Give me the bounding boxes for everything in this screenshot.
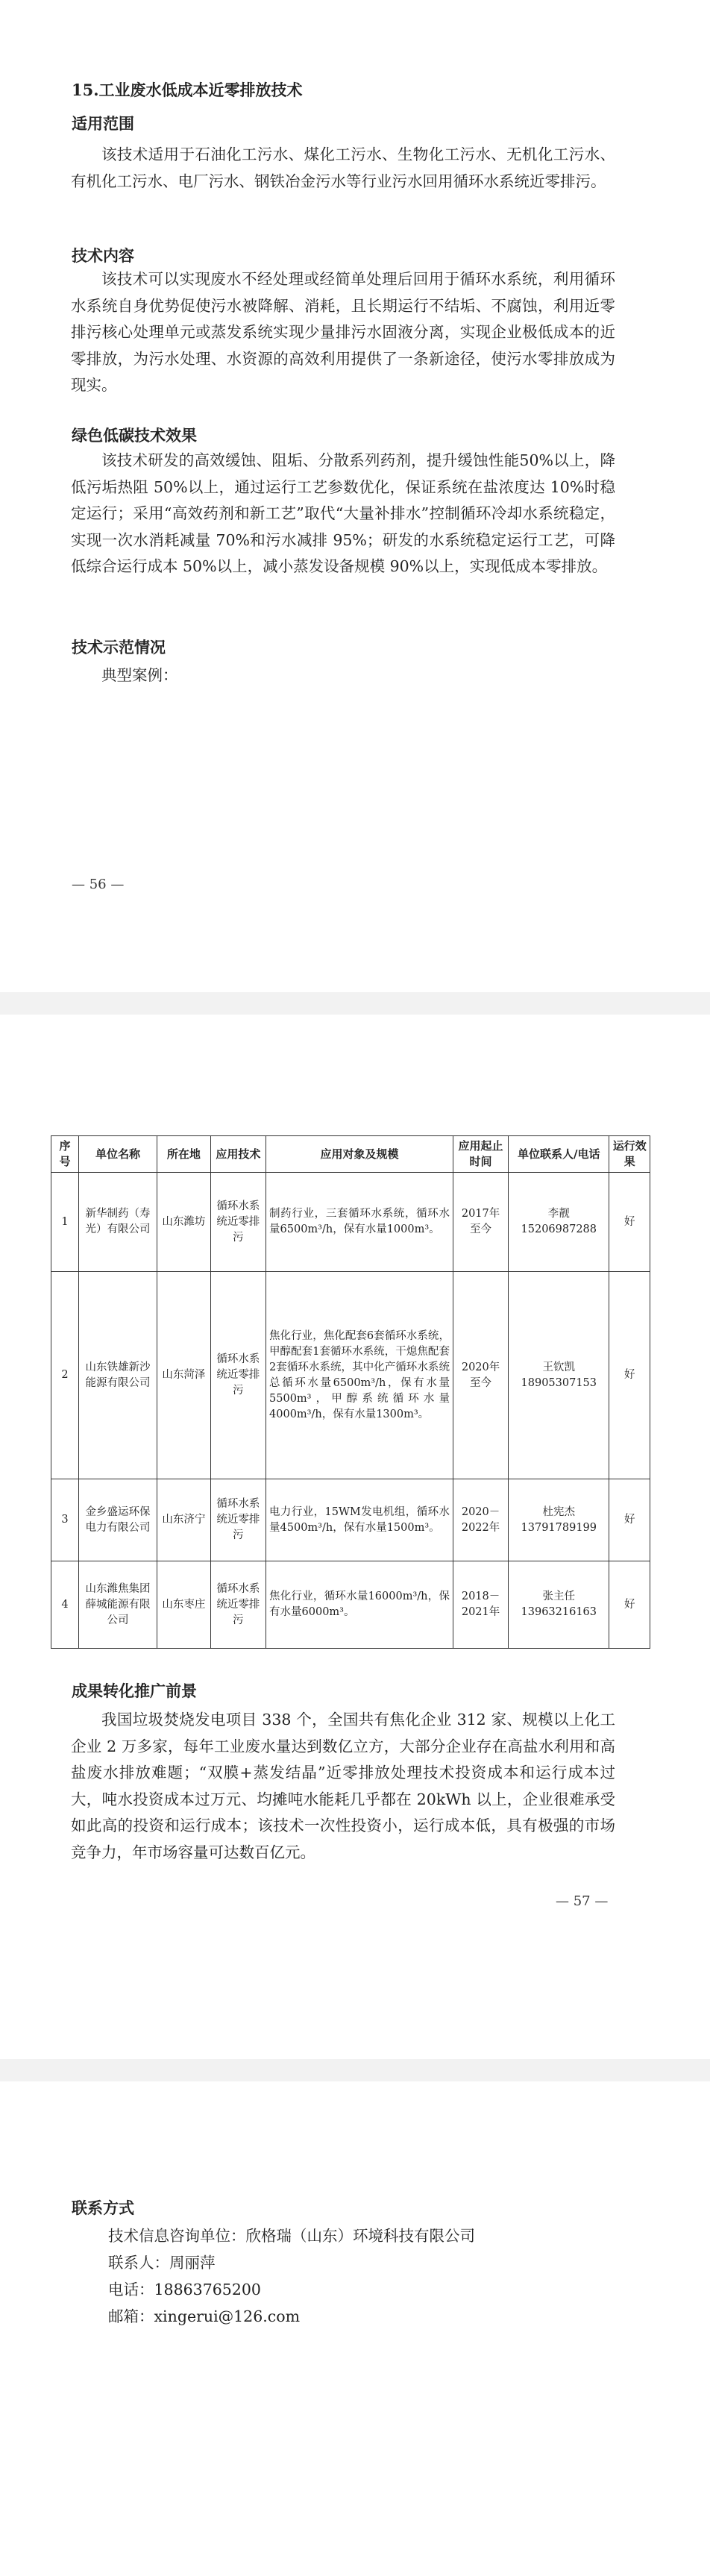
cell-tech: 循环水系统近零排污 [210,1272,266,1479]
contact-heading: 联系方式 [72,2199,134,2217]
cell-no: 2 [51,1272,79,1479]
col-header: 应用起止时间 [453,1136,508,1173]
page-56 [0,0,710,992]
cell-period: 2020年至今 [453,1272,508,1479]
section-title: 15.工业废水低成本近零排放技术 [72,81,303,99]
cell-no: 1 [51,1173,79,1272]
page-separator [0,2059,710,2081]
outlook-paragraph: 我国垃圾焚烧发电项目 338 个，全国共有焦化企业 312 家、规模以上化工企业 2 万多家，每年工业废水量达到数亿立方，大部分企业存在高盐水利用和高盐废水排放难题；“双膜+蒸发结晶”近零排放处理技术投资成本和运行成本过大，吨水投资成本过万元、均摊吨水能耗几乎都在 20kWh 以上，企业很难承受如此高的投资和运行成本；该技术一次性投资小，运行成本低，具有极强的市场竞争力，年市场容量可达数百亿元。 [71,1711,615,1861]
cell-period: 2020－2022年 [453,1479,508,1561]
cell-location: 山东潍坊 [157,1173,210,1272]
effect-paragraph: 该技术研发的高效缓蚀、阻垢、分散系列药剂，提升缓蚀性能50%以上，降低污垢热阻 50%以上，通过运行工艺参数优化，保证系统在盐浓度达 10%时稳定运行；采用“高效药剂和新工艺”取代“大量补排水”控制循环冷却水系统稳定，实现一次水消耗减量 70%和污水减排 95%；研发的水系统稳定运行工艺，可降低综合运行成本 50%以上，减小蒸发设备规模 90%以上，实现低成本零排放。 [71,451,615,575]
cell-scope: 电力行业，15WM发电机组，循环水量4500m³/h，保有水量1500m³。 [266,1479,453,1561]
cell-result: 好 [609,1173,650,1272]
contact-org: 技术信息咨询单位：欣格瑞（山东）环境科技有限公司 [108,2227,475,2245]
demo-paragraph: 典型案例： [101,666,178,684]
col-header: 单位联系人/电话 [509,1136,609,1173]
cell-tech: 循环水系统近零排污 [210,1561,266,1649]
cell-scope: 制药行业，三套循环水系统，循环水量6500m³/h，保有水量1000m³。 [266,1173,453,1272]
table-row [51,1173,650,1272]
cell-company: 山东潍焦集团薛城能源有限公司 [79,1561,157,1649]
cell-company: 新华制药（寿光）有限公司 [79,1173,157,1272]
cell-period: 2018－2021年 [453,1561,508,1649]
col-header: 所在地 [157,1136,210,1173]
contact-phone: 电话：18863765200 [108,2281,261,2298]
outlook-heading: 成果转化推广前景 [72,1682,197,1700]
page-number: — 57 — [556,1893,609,1909]
scope-heading: 适用范围 [72,114,134,133]
table-row [51,1479,650,1561]
cell-company: 金乡盛运环保电力有限公司 [79,1479,157,1561]
col-header: 运行效果 [609,1136,650,1173]
cell-contact: 王钦凯 18905307153 [509,1272,609,1479]
cell-contact: 李靓 15206987288 [509,1173,609,1272]
table-row [51,1272,650,1479]
cell-contact: 杜宪杰 13791789199 [509,1479,609,1561]
col-header: 单位名称 [79,1136,157,1173]
cell-scope: 焦化行业，焦化配套6套循环水系统，甲醇配套1套循环水系统，干熄焦配套2套循环水系统，其中化产循环水系统总循环水量6500m³/h，保有水量5500m³，甲醇系统循环水量4000m³/h，保有水量1300m³。 [266,1272,453,1479]
col-header: 应用技术 [210,1136,266,1173]
case-table [51,1135,650,1649]
effect-heading: 绿色低碳技术效果 [72,426,197,445]
page-number: — 56 — [72,877,125,892]
demo-heading: 技术示范情况 [72,638,166,656]
cell-result: 好 [609,1561,650,1649]
cell-period: 2017年至今 [453,1173,508,1272]
table-row [51,1561,650,1649]
cell-scope: 焦化行业，循环水量16000m³/h，保有水量6000m³。 [266,1561,453,1649]
cell-location: 山东济宁 [157,1479,210,1561]
cell-result: 好 [609,1272,650,1479]
cell-no: 4 [51,1561,79,1649]
cell-no: 3 [51,1479,79,1561]
contact-email[interactable]: 邮箱：xingerui@126.com [108,2307,301,2325]
page-58 [0,2081,710,2576]
scope-paragraph: 该技术适用于石油化工污水、煤化工污水、生物化工污水、无机化工污水、有机化工污水、电厂污水、钢铁冶金污水等行业污水回用循环水系统近零排污。 [71,145,615,190]
cell-location: 山东枣庄 [157,1561,210,1649]
content-paragraph: 该技术可以实现废水不经处理或经简单处理后回用于循环水系统，利用循环水系统自身优势促使污水被降解、消耗，且长期运行不结垢、不腐蚀，利用近零排污核心处理单元或蒸发系统实现少量排污水固液分离，实现企业极低成本的近零排放，为污水处理、水资源的高效利用提供了一条新途径，使污水零排放成为现实。 [71,270,615,394]
cell-tech: 循环水系统近零排污 [210,1479,266,1561]
contact-person: 联系人：周丽萍 [108,2254,216,2272]
cell-location: 山东菏泽 [157,1272,210,1479]
cell-result: 好 [609,1479,650,1561]
page-separator [0,992,710,1015]
cell-tech: 循环水系统近零排污 [210,1173,266,1272]
col-header: 应用对象及规模 [266,1136,453,1173]
cell-company: 山东铁雄新沙能源有限公司 [79,1272,157,1479]
cell-contact: 张主任 13963216163 [509,1561,609,1649]
col-header: 序号 [51,1136,79,1173]
content-heading: 技术内容 [72,246,134,265]
table-header-row [51,1136,650,1173]
